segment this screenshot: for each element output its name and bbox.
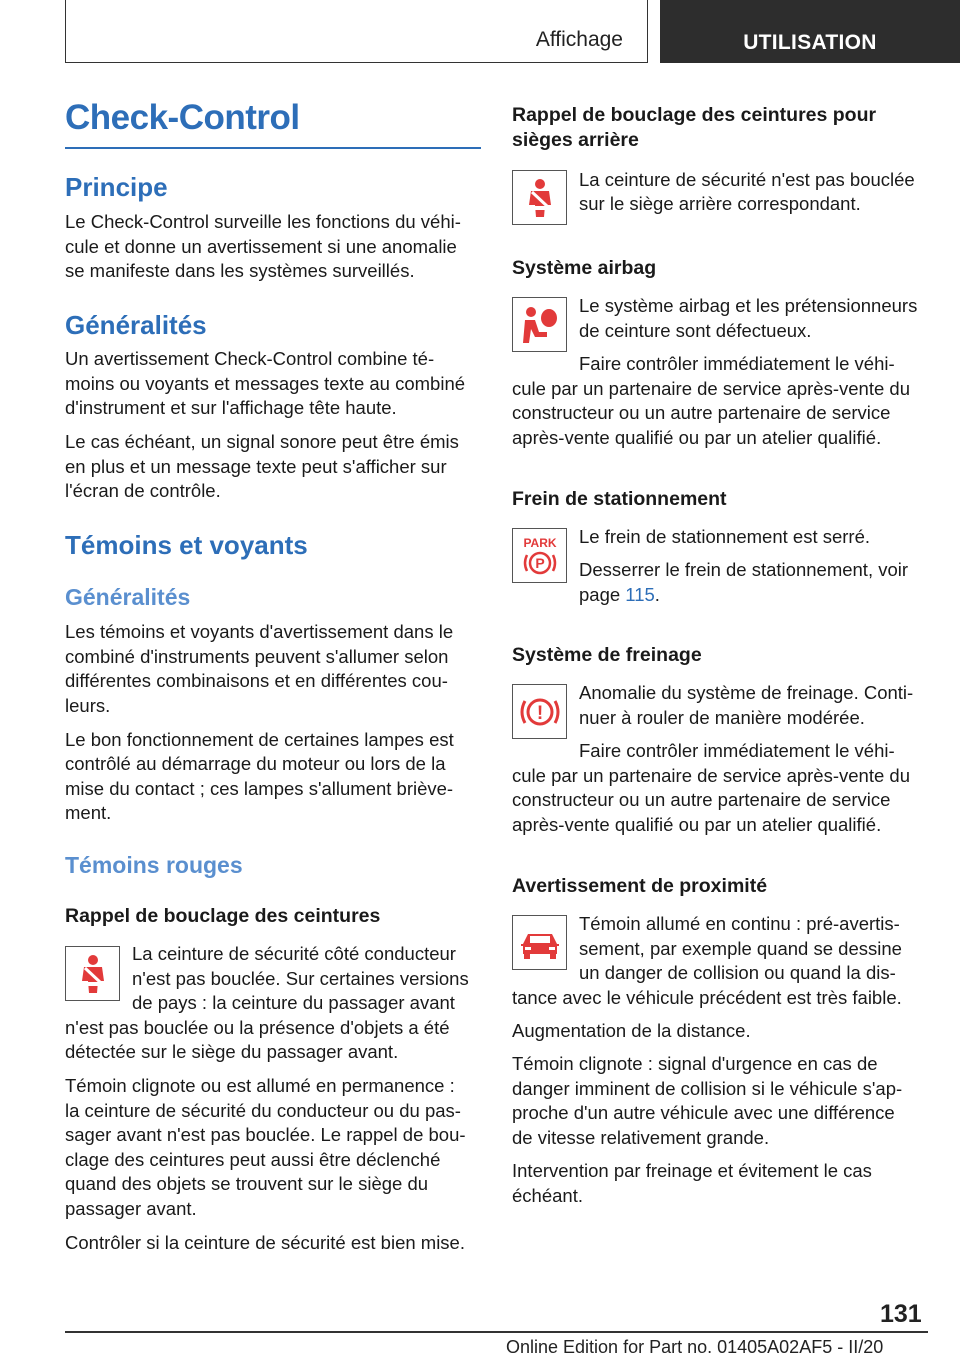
temoins-p2-l1: Le bon fonctionnement de certaines lampes est [65, 729, 454, 750]
generalites-p1-l1: Un avertissement Check-Control combine té- [65, 348, 435, 369]
proximity-p3-l4: de vitesse relativement grande. [512, 1127, 770, 1148]
heading-rear-belt-l2: sièges arrière [512, 129, 639, 151]
heading-belt-reminder: Rappel de bouclage des ceintures [65, 905, 381, 927]
rear-seatbelt-icon [512, 170, 567, 225]
proximity-p3-l1: Témoin clignote : signal d'urgence en cas de [512, 1053, 878, 1074]
proximity-p3-l2: danger imminent de collision si le véhicule s'ap- [512, 1078, 903, 1099]
proximity-p4-l2: échéant. [512, 1185, 583, 1206]
airbag-cont-l1: cule par un partenaire de service après-vente du [512, 378, 910, 399]
park-icon-letter: P [534, 554, 545, 571]
brake-icon-letter: ! [536, 702, 543, 724]
airbag-ind2: Faire contrôler immédiatement le véhi- [579, 353, 895, 374]
page-title: Check-Control [65, 98, 300, 137]
brake-cont-l1: cule par un partenaire de service après-vente du [512, 765, 910, 786]
generalites-p2-l3: l'écran de contrôle. [65, 480, 221, 501]
heading-temoins: Témoins et voyants [65, 530, 308, 560]
proximity-cont: tance avec le véhicule précédent est très faible. [512, 987, 902, 1008]
header-section: Affichage [535, 28, 623, 51]
brake-ind-l2: nuer à rouler de manière modérée. [579, 707, 865, 728]
temoins-p1-l4: leurs. [65, 695, 111, 716]
page-link-115[interactable]: 115 [625, 584, 655, 605]
header-chapter: UTILISATION [660, 0, 960, 63]
brake-cont-l3: après-vente qualifié ou par un atelier qualifié. [512, 814, 882, 835]
title-rule [65, 147, 481, 149]
heading-parking-brake: Frein de stationnement [512, 488, 727, 510]
proximity-p2: Augmentation de la distance. [512, 1020, 751, 1041]
parking-ind1: Le frein de stationnement est serré. [579, 526, 871, 547]
airbag-cont-l3: après-vente qualifié ou par un atelier qualifié. [512, 427, 882, 448]
belt-ind-l2: n'est pas bouclée. Sur certaines versions [132, 968, 469, 989]
principe-line-3: se manifeste dans les systèmes surveillés. [65, 260, 415, 281]
proximity-ind-l3: un danger de collision ou quand la dis- [579, 962, 896, 983]
parking-ind2c: . [654, 584, 660, 605]
heading-airbag: Système airbag [512, 257, 657, 279]
header-frame [65, 0, 648, 63]
generalites-p1-l3: d'instrument et sur l'affichage tête haute. [65, 397, 397, 418]
belt-ind-l1: La ceinture de sécurité côté conducteur [132, 943, 456, 964]
temoins-p1-l1: Les témoins et voyants d'avertissement dans le [65, 621, 454, 642]
belt-p2-l4: clage des ceintures peut aussi être déclenché [65, 1149, 441, 1170]
heading-proximity: Avertissement de proximité [512, 875, 768, 897]
belt-p2-l1: Témoin clignote ou est allumé en permanence : [65, 1075, 455, 1096]
belt-ind-l3: de pays : la ceinture du passager avant [132, 992, 455, 1013]
generalites-p2-l1: Le cas échéant, un signal sonore peut être émis [65, 431, 459, 452]
park-icon-text: PARK [522, 535, 557, 550]
temoins-p2-l2: contrôlé au démarrage du moteur ou lors de la [65, 753, 446, 774]
proximity-ind-l1: Témoin allumé en continu : pré-avertis- [579, 913, 900, 934]
principe-line-1: Le Check-Control surveille les fonctions du véhi- [65, 211, 461, 232]
belt-p2-l2: la ceinture de sécurité du conducteur ou du pas- [65, 1100, 461, 1121]
temoins-p1-l3: différentes combinaisons et en différentes cou- [65, 670, 448, 691]
principe-line-2: cule et donne un avertissement si une anomalie [65, 236, 457, 257]
heading-brake-system: Système de freinage [512, 644, 702, 666]
heading-generalites: Généralités [65, 310, 207, 340]
temoins-p2-l3: mise du contact ; ces lampes s'allument briève- [65, 778, 454, 799]
proximity-car-icon [512, 915, 567, 970]
airbag-ind-l1: Le système airbag et les prétensionneurs [579, 295, 918, 316]
proximity-p4-l1: Intervention par freinage et évitement le cas [512, 1160, 872, 1181]
belt-p2-l6: passager avant. [65, 1198, 197, 1219]
parking-brake-icon [512, 528, 567, 583]
temoins-p2-l4: ment. [65, 802, 112, 823]
brake-ind-l1: Anomalie du système de freinage. Conti- [579, 682, 914, 703]
parking-ind2b: page [579, 584, 626, 605]
page-number: 131 [880, 1300, 922, 1328]
rear-ind-l1: La ceinture de sécurité n'est pas bouclée [579, 169, 915, 190]
generalites-p2-l2: en plus et un message texte peut s'afficher sur [65, 456, 447, 477]
parking-ind2a: Desserrer le frein de stationnement, voir [579, 559, 909, 580]
heading-temoins-rouges: Témoins rouges [65, 852, 243, 878]
airbag-icon [512, 297, 567, 352]
footer-edition: Online Edition for Part no. 01405A02AF5 - II/20 [506, 1337, 884, 1357]
belt-cont-l2: détectée sur le siège du passager avant. [65, 1041, 399, 1062]
brake-warning-icon [512, 684, 567, 739]
brake-cont-l2: constructeur ou un autre partenaire de service [512, 789, 891, 810]
belt-p2-l3: sager avant n'est pas bouclée. Le rappel de bou- [65, 1124, 466, 1145]
brake-ind2: Faire contrôler immédiatement le véhi- [579, 740, 895, 761]
parking-ind2b-line [579, 583, 660, 608]
belt-cont-l1: n'est pas bouclée ou la présence d'objets a été [65, 1017, 450, 1038]
rear-ind-l2: sur le siège arrière correspondant. [579, 193, 861, 214]
generalites-p1-l2: moins ou voyants et messages texte au combiné [65, 373, 466, 394]
airbag-ind-l2: de ceinture sont défectueux. [579, 320, 812, 341]
seatbelt-icon [65, 946, 120, 1001]
airbag-cont-l2: constructeur ou un autre partenaire de service [512, 402, 891, 423]
belt-p2-l5: quand des objets se trouvent sur le siège du [65, 1173, 429, 1194]
belt-p3: Contrôler si la ceinture de sécurité est bien mise. [65, 1232, 465, 1253]
subheading-generalites: Généralités [65, 584, 191, 610]
footer-rule [65, 1331, 928, 1333]
temoins-p1-l2: combiné d'instruments peuvent s'allumer selon [65, 646, 449, 667]
heading-rear-belt-l1: Rappel de bouclage des ceintures pour [512, 104, 877, 126]
proximity-ind-l2: sement, par exemple quand se dessine [579, 938, 902, 959]
heading-principe: Principe [65, 172, 168, 202]
proximity-p3-l3: proche d'un autre véhicule avec une différence [512, 1102, 895, 1123]
